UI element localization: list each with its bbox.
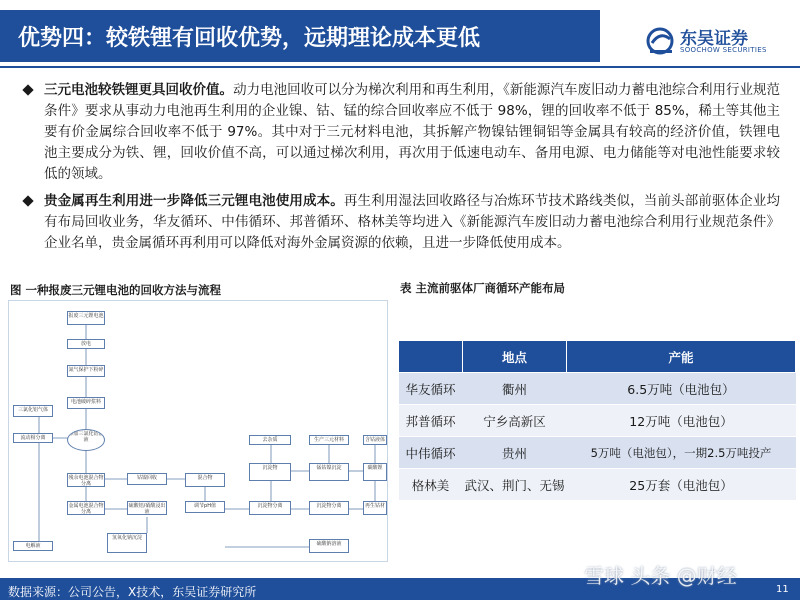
- flow-node: 含钴液体: [364, 437, 385, 443]
- title-bar: [0, 10, 600, 62]
- location-cell: 贵州: [463, 437, 567, 469]
- flow-node: 生产三元材料: [309, 435, 349, 445]
- flow-node: 硫酸钠溶液: [309, 539, 349, 553]
- column-header: 地点: [463, 341, 567, 373]
- recycling-flowchart: [8, 300, 388, 562]
- data-source: 数据来源：公司公告，X技术，东吴证券研究所: [8, 585, 257, 599]
- flow-node: 氮气保护下粉碎: [67, 365, 105, 377]
- figure-caption: 图 一种报废三元锂电池的回收方法与流程: [10, 283, 222, 297]
- capacity-table: [398, 340, 796, 501]
- page-number: 11: [776, 584, 789, 595]
- bullet-item: [20, 80, 780, 185]
- flow-node: 硫酸铝/硝酸浸出液: [128, 503, 166, 515]
- logo-text-cn: 东吴证券: [680, 29, 748, 49]
- logo-icon: [646, 26, 678, 56]
- flow-node: 三氯化铝气体: [13, 405, 53, 417]
- flow-node: 沉淀物: [249, 463, 291, 481]
- location-cell: 衢州: [463, 373, 567, 405]
- table-row: [399, 437, 796, 469]
- flow-node: 添加三氯化铝溶液: [67, 429, 105, 451]
- capacity-cell: 6.5万吨（电池包）: [567, 373, 796, 405]
- capacity-cell: 25万套（电池包）: [567, 469, 796, 501]
- bullet-heading: 三元电池较铁锂更具回收价值。: [44, 82, 234, 98]
- flow-node: 混合物: [185, 473, 225, 487]
- table-caption: 表 主流前驱体厂商循环产能布局: [400, 281, 566, 295]
- page-title: 优势四：较铁锂有回收优势，远期理论成本更低: [18, 26, 481, 51]
- flow-node: 氢氧化钠沉淀: [107, 533, 147, 553]
- capacity-cell: 5万吨（电池包），一期2.5万吨投产: [567, 437, 796, 469]
- bullet-text: 再生利用湿法回收路径与冶炼环节技术路线类似，当前头部前驱体企业均有布局回收业务，华友循环、中伟循环、邦普循环、格林美等均进入《新能源汽车废旧动力蓄电池综合利用行业规范条件》企业名单，贵金属循环再利用可以降低对海外金属资源的依赖，且进一步降低使用成本。: [44, 193, 780, 251]
- flow-node: 金属电池混合物分离: [68, 503, 104, 515]
- company-cell: 中伟循环: [399, 437, 463, 469]
- capacity-cell: 12万吨（电池包）: [567, 405, 796, 437]
- title-underline: [0, 66, 800, 68]
- flow-node: 残余电池混合物分离: [68, 475, 104, 487]
- flow-node: 碳酸锂: [363, 463, 387, 481]
- company-cell: 华友循环: [399, 373, 463, 405]
- table-row: [399, 405, 796, 437]
- diamond-bullet-icon: [22, 84, 33, 95]
- table-header-row: [399, 341, 796, 373]
- company-cell: 邦普循环: [399, 405, 463, 437]
- flow-node: 调节pH值: [185, 501, 225, 513]
- flow-node: 去杂质: [249, 435, 291, 445]
- bullet-list: [20, 80, 780, 260]
- flow-node: 电池破碎浆料: [67, 397, 105, 409]
- company-cell: 格林美: [399, 469, 463, 501]
- flow-node: 报废三元锂电池: [67, 311, 105, 325]
- column-header: [399, 341, 463, 373]
- table-row: [399, 373, 796, 405]
- column-header: 产能: [567, 341, 796, 373]
- flow-node: 电解液: [13, 541, 53, 551]
- watermark: 雪球 头条 @财经: [584, 564, 737, 588]
- bullet-text: 动力电池回收可以分为梯次利用和再生利用，《新能源汽车废旧动力蓄电池综合利用行业规范条件》要求从事动力电池再生利用的企业镍、钴、锰的综合回收率应不低于 98%，锂的回收率不低于 85%，稀土等其他主要有价金属综合回收率不低于 97%。其中对于三元材料电池，其拆解产物镍钴锂铜铝等金属具有较高的经济价值，铁锂电池主要成分为铁、锂，回收价值不高，可以通过梯次利用，再次用于低速电动车、备用电源、电力储能等对电池性能要求较低的领域。: [44, 82, 781, 182]
- location-cell: 宁乡高新区: [463, 405, 567, 437]
- bullet-heading: 贵金属再生利用进一步降低三元锂电池使用成本。: [44, 193, 344, 209]
- diamond-bullet-icon: [22, 195, 33, 206]
- table-row: [399, 469, 796, 501]
- logo-text-en: SOOCHOW SECURITIES: [680, 46, 767, 54]
- company-logo: [646, 24, 792, 60]
- flow-node: 锰钴镍沉淀: [309, 463, 349, 481]
- flow-node: 再生钴材: [363, 501, 387, 515]
- flow-node: 沉淀物分离: [309, 501, 349, 515]
- flowchart-connectors: [9, 301, 389, 563]
- flow-node: 沉淀物分离: [249, 501, 291, 515]
- flow-node: 流动相分离: [13, 433, 53, 443]
- flow-node: 钴镍回收: [127, 473, 167, 485]
- location-cell: 武汉、荆门、无锡: [463, 469, 567, 501]
- flow-node: 放电: [67, 339, 105, 349]
- bullet-item: [20, 191, 780, 254]
